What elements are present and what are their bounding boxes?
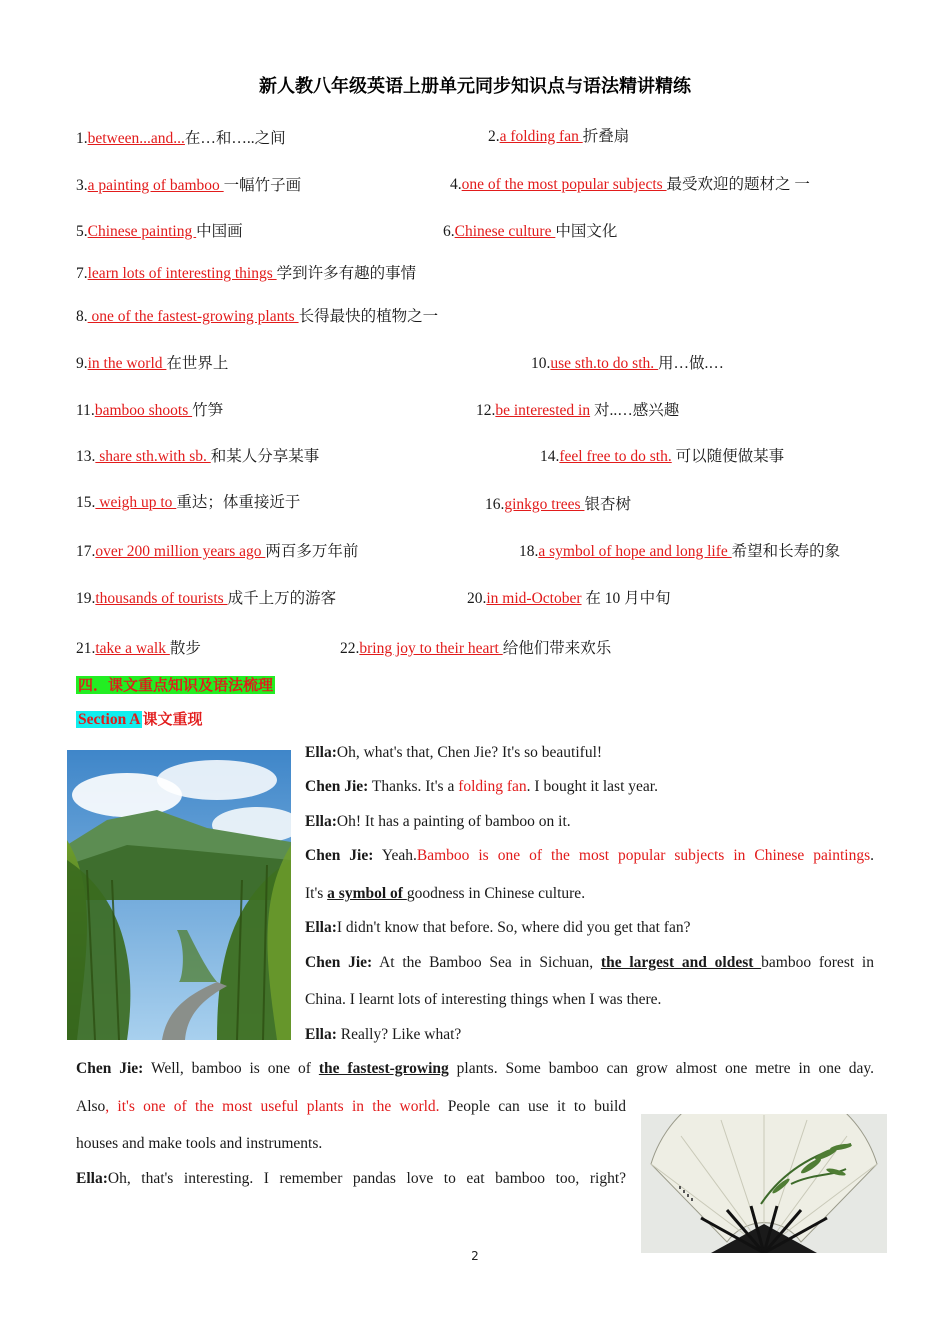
phrase-chinese: 用…做.… bbox=[658, 355, 724, 372]
speaker-name: Chen Jie: bbox=[305, 847, 374, 864]
phrase-item bbox=[540, 447, 784, 467]
phrase-english: bamboo shoots bbox=[94, 402, 193, 419]
line-text: Well, bamboo is one of bbox=[143, 1060, 319, 1077]
phrase-number: 18. bbox=[519, 543, 539, 560]
line-text: Oh, that's interesting. I remember pandas love to eat bamboo too, right? bbox=[107, 1170, 626, 1187]
phrase-english: learn lots of interesting things bbox=[87, 265, 277, 282]
line-text: Oh, what's that, Chen Jie? It's so beautiful! bbox=[336, 744, 603, 761]
phrase-item bbox=[76, 639, 201, 659]
speaker-name: Ella: bbox=[305, 744, 337, 761]
phrase-english: ginkgo trees bbox=[504, 496, 585, 513]
line-text: . bbox=[870, 847, 874, 864]
section-a-label: Section A bbox=[78, 711, 141, 728]
speaker-name: Ella: bbox=[76, 1170, 108, 1187]
phrase-chinese: 最受欢迎的题材之 一 bbox=[666, 176, 810, 193]
dialogue-line bbox=[305, 777, 658, 797]
phrase-chinese: 在…和…..之间 bbox=[184, 130, 286, 147]
phrase-item bbox=[443, 222, 617, 242]
dialogue-line bbox=[76, 1059, 874, 1079]
dialogue-line bbox=[305, 884, 585, 904]
phrase-english: over 200 million years ago bbox=[95, 543, 266, 560]
phrase-english: bring joy to their heart bbox=[359, 640, 503, 657]
line-text: Really? Like what? bbox=[336, 1026, 462, 1043]
phrase-item bbox=[76, 354, 228, 374]
phrase-english: weigh up to bbox=[95, 494, 177, 511]
phrase-item bbox=[76, 589, 336, 609]
dialogue-line bbox=[305, 990, 661, 1010]
speaker-name: Ella: bbox=[305, 919, 337, 936]
phrase-item bbox=[467, 589, 671, 609]
line-text: Thanks. It's a bbox=[368, 778, 459, 795]
phrase-number: 4. bbox=[450, 176, 462, 193]
phrase-chinese: 和某人分享某事 bbox=[210, 448, 320, 465]
line-text: goodness in Chinese culture. bbox=[406, 885, 586, 902]
page-title: 新人教八年级英语上册单元同步知识点与语法精讲精练 bbox=[259, 76, 691, 97]
phrase-number: 1. bbox=[76, 130, 88, 147]
phrase-number: 19. bbox=[76, 590, 96, 607]
line-text: Oh! It has a painting of bamboo on it. bbox=[336, 813, 571, 830]
phrase-item bbox=[76, 307, 438, 327]
phrase-item bbox=[531, 354, 724, 374]
line-text: . I bought it last year. bbox=[526, 778, 658, 795]
bamboo-forest-image bbox=[67, 750, 291, 1040]
dialogue-line bbox=[76, 1097, 626, 1117]
phrase-item bbox=[76, 447, 319, 467]
phrase-english: take a walk bbox=[95, 640, 170, 657]
phrase-english: be interested in bbox=[495, 402, 591, 419]
phrase-item bbox=[485, 495, 631, 515]
phrase-chinese: 可以随便做某事 bbox=[671, 448, 785, 465]
phrase-chinese: 中国画 bbox=[196, 223, 243, 240]
highlighted-text: folding fan bbox=[458, 778, 527, 795]
line-text: China. I learnt lots of interesting things when I was there. bbox=[305, 991, 662, 1008]
page-number: 2 bbox=[471, 1249, 479, 1263]
phrase-chinese: 银杏树 bbox=[584, 496, 631, 513]
phrase-chinese: 希望和长寿的象 bbox=[731, 543, 841, 560]
key-phrase: a symbol of bbox=[327, 885, 407, 902]
section-four-title: 四．课文重点知识及语法梳理 bbox=[78, 676, 274, 694]
phrase-english: a folding fan bbox=[499, 128, 583, 145]
phrase-english: in mid-October bbox=[486, 590, 582, 607]
line-text: Also bbox=[76, 1098, 106, 1115]
speaker-name: Chen Jie: bbox=[305, 778, 369, 795]
phrase-number: 5. bbox=[76, 223, 88, 240]
folding-fan-image bbox=[641, 1114, 887, 1253]
phrase-english: in the world bbox=[87, 355, 167, 372]
phrase-chinese: 一幅竹子画 bbox=[223, 177, 302, 194]
line-text: I didn't know that before. So, where did you get that fan? bbox=[336, 919, 691, 936]
phrase-item bbox=[76, 222, 243, 242]
section-a-heading bbox=[76, 708, 202, 729]
line-text: It's bbox=[305, 885, 328, 902]
phrase-number: 16. bbox=[485, 496, 505, 513]
phrase-chinese: 中国文化 bbox=[555, 223, 618, 240]
phrase-chinese: 重达；体重接近于 bbox=[176, 494, 301, 511]
phrase-item bbox=[450, 175, 810, 195]
dialogue-line bbox=[76, 1134, 322, 1154]
key-phrase: the fastest-growing bbox=[318, 1060, 449, 1077]
phrase-number: 9. bbox=[76, 355, 88, 372]
phrase-number: 20. bbox=[467, 590, 487, 607]
phrase-chinese: 在世界上 bbox=[166, 355, 229, 372]
phrase-number: 10. bbox=[531, 355, 551, 372]
phrase-item bbox=[76, 176, 301, 196]
dialogue-line bbox=[305, 743, 602, 763]
phrase-english: a symbol of hope and long life bbox=[538, 543, 732, 560]
phrase-english: between...and... bbox=[87, 130, 185, 147]
speaker-name: Ella: bbox=[305, 813, 337, 830]
highlighted-text: Bamboo is one of the most popular subjects in Chinese paintings bbox=[416, 847, 871, 864]
highlighted-text: , it's one of the most useful plants in the world. bbox=[105, 1098, 440, 1115]
phrase-number: 2. bbox=[488, 128, 500, 145]
section-a-cn: 课文重现 bbox=[142, 710, 203, 728]
section-heading bbox=[76, 674, 275, 695]
phrase-number: 17. bbox=[76, 543, 96, 560]
line-text: People can use it to build bbox=[439, 1098, 627, 1115]
line-text: bamboo forest in bbox=[761, 954, 874, 971]
phrase-chinese: 折叠扇 bbox=[582, 128, 630, 145]
line-text: houses and make tools and instruments. bbox=[76, 1135, 323, 1152]
phrase-english: Chinese painting bbox=[87, 223, 197, 240]
speaker-name: Chen Jie: bbox=[76, 1060, 144, 1077]
phrase-chinese: 长得最快的植物之一 bbox=[298, 308, 439, 325]
dialogue-line bbox=[305, 918, 690, 938]
phrase-item bbox=[76, 264, 416, 284]
dialogue-line bbox=[305, 953, 874, 973]
phrase-number: 7. bbox=[76, 265, 88, 282]
phrase-item bbox=[519, 542, 840, 562]
phrase-chinese: 对..…感兴趣 bbox=[590, 402, 680, 419]
dialogue-line bbox=[76, 1169, 626, 1189]
phrase-chinese: 在 10 月中旬 bbox=[581, 590, 671, 607]
phrase-number: 13. bbox=[76, 448, 96, 465]
line-text: Yeah. bbox=[373, 847, 417, 864]
dialogue-line bbox=[305, 846, 874, 866]
phrase-number: 12. bbox=[476, 402, 496, 419]
phrase-item bbox=[340, 639, 611, 659]
phrase-item bbox=[488, 127, 629, 147]
phrase-chinese: 成千上万的游客 bbox=[227, 590, 337, 607]
phrase-english: thousands of tourists bbox=[95, 590, 228, 607]
phrase-number: 21. bbox=[76, 640, 96, 657]
phrase-number: 8. bbox=[76, 308, 88, 325]
phrase-chinese: 两百多万年前 bbox=[265, 543, 359, 560]
phrase-english: a painting of bamboo bbox=[87, 177, 224, 194]
phrase-item bbox=[76, 493, 300, 513]
phrase-item bbox=[76, 129, 286, 149]
phrase-chinese: 散步 bbox=[169, 640, 201, 657]
phrase-english: share sth.with sb. bbox=[95, 448, 211, 465]
phrase-number: 11. bbox=[76, 402, 95, 419]
key-phrase: the largest and oldest bbox=[600, 954, 762, 971]
phrase-item bbox=[76, 542, 358, 562]
phrase-english: use sth.to do sth. bbox=[550, 355, 659, 372]
phrase-chinese: 学到许多有趣的事情 bbox=[276, 265, 417, 282]
phrase-number: 14. bbox=[540, 448, 560, 465]
phrase-number: 6. bbox=[443, 223, 455, 240]
phrase-english: feel free to do sth. bbox=[559, 448, 672, 465]
speaker-name: Ella: bbox=[305, 1026, 337, 1043]
dialogue-line bbox=[305, 812, 571, 832]
phrase-english: Chinese culture bbox=[454, 223, 556, 240]
phrase-english: one of the fastest-growing plants bbox=[87, 308, 299, 325]
phrase-chinese: 竹笋 bbox=[192, 402, 224, 419]
phrase-number: 15. bbox=[76, 494, 96, 511]
line-text: plants. Some bamboo can grow almost one metre in one day. bbox=[448, 1060, 874, 1077]
phrase-number: 3. bbox=[76, 177, 88, 194]
phrase-item bbox=[76, 401, 223, 421]
phrase-english: one of the most popular subjects bbox=[461, 176, 667, 193]
phrase-chinese: 给他们带来欢乐 bbox=[502, 640, 612, 657]
line-text: At the Bamboo Sea in Sichuan, bbox=[372, 954, 601, 971]
phrase-number: 22. bbox=[340, 640, 360, 657]
dialogue-line bbox=[305, 1025, 461, 1045]
phrase-item bbox=[476, 401, 679, 421]
speaker-name: Chen Jie: bbox=[305, 954, 373, 971]
